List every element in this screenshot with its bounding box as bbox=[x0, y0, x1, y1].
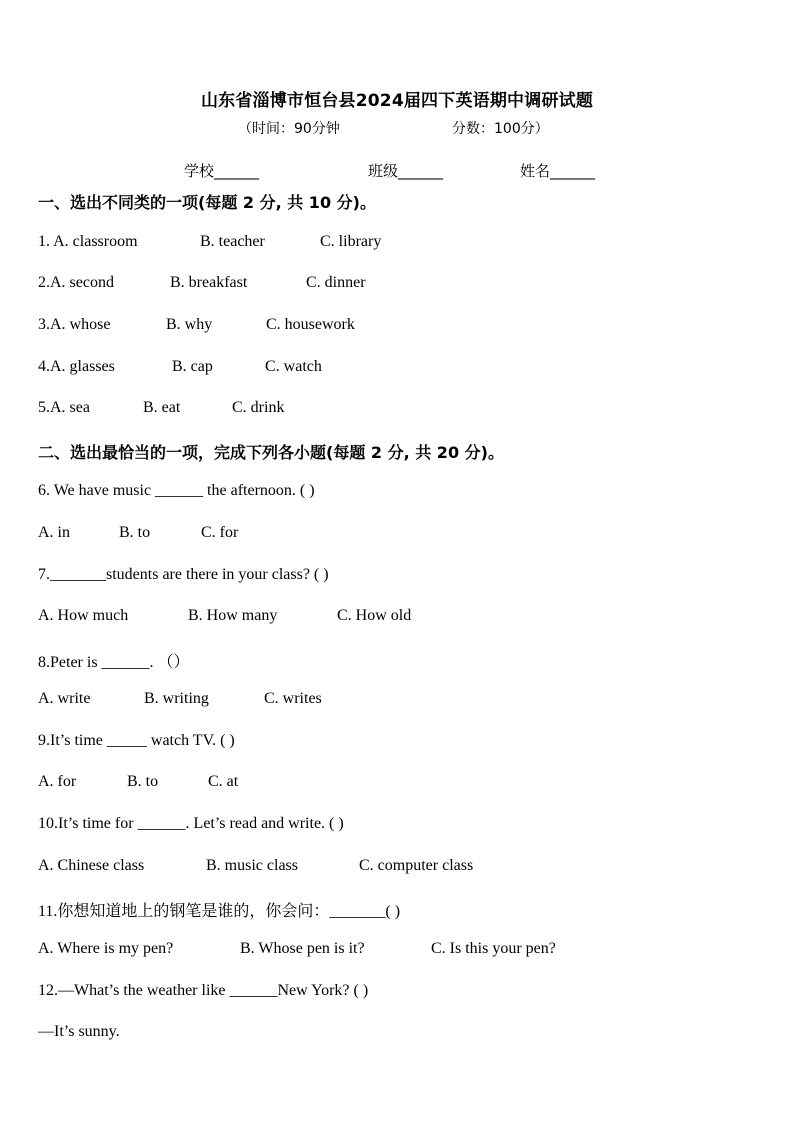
q10-stem: 10.It’s time for ______. Let’s read and write. ( ) bbox=[38, 815, 344, 832]
q12-stem: 12.—What’s the weather like ______New York? ( ) bbox=[38, 982, 369, 999]
q9-option-b: B. to bbox=[127, 773, 159, 790]
q9-stem: 9.It’s time _____ watch TV. ( ) bbox=[38, 732, 235, 749]
q6-option-b: B. to bbox=[119, 524, 151, 541]
q6-option-a: A. in bbox=[38, 524, 70, 541]
q9-option-c: C. at bbox=[208, 773, 239, 790]
q2-option-a: 2.A. second bbox=[38, 274, 114, 291]
section-heading-1: 一、选出不同类的一项(每题 2 分, 共 10 分)。 bbox=[38, 193, 376, 212]
exam-score: 分数：100分） bbox=[452, 121, 549, 137]
q1-option-c: C. library bbox=[320, 233, 382, 250]
question-1 bbox=[38, 233, 138, 251]
q1-option-a: 1. A. classroom bbox=[38, 233, 138, 250]
q8-option-a: A. write bbox=[38, 690, 91, 707]
class-field bbox=[368, 160, 443, 181]
q7-option-b: B. How many bbox=[188, 607, 278, 624]
q7-stem: 7._______students are there in your class? ( ) bbox=[38, 566, 329, 583]
class-blank: ______ bbox=[398, 162, 444, 180]
school-label: 学校 bbox=[184, 162, 215, 180]
q1-option-b: B. teacher bbox=[200, 233, 265, 250]
q4-option-c: C. watch bbox=[265, 358, 322, 375]
q12-answer: —It’s sunny. bbox=[38, 1023, 120, 1040]
school-blank: ______ bbox=[214, 162, 260, 180]
q9-option-a: A. for bbox=[38, 773, 77, 790]
q11-option-c: C. Is this your pen? bbox=[431, 940, 556, 957]
q2-option-b: B. breakfast bbox=[170, 274, 248, 291]
q11-stem: 11.你想知道地上的钢笔是谁的，你会问：_______( ) bbox=[38, 903, 401, 920]
class-label: 班级 bbox=[368, 162, 399, 180]
q7-option-c: C. How old bbox=[337, 607, 412, 624]
q8-option-b: B. writing bbox=[144, 690, 209, 707]
q11-option-b: B. Whose pen is it? bbox=[240, 940, 365, 957]
q10-option-c: C. computer class bbox=[359, 857, 474, 874]
q3-option-c: C. housework bbox=[266, 316, 355, 333]
page-title: 山东省淄博市恒台县2024届四下英语期中调研试题 bbox=[200, 91, 594, 111]
q11-option-a: A. Where is my pen? bbox=[38, 940, 174, 957]
q4-option-b: B. cap bbox=[172, 358, 213, 375]
q3-option-b: B. why bbox=[166, 316, 213, 333]
q7-option-a: A. How much bbox=[38, 607, 129, 624]
name-blank: ______ bbox=[550, 162, 596, 180]
school-field bbox=[184, 160, 259, 181]
q5-option-a: 5.A. sea bbox=[38, 399, 90, 416]
q3-option-a: 3.A. whose bbox=[38, 316, 111, 333]
section-heading-2: 二、选出最恰当的一项，完成下列各小题(每题 2 分, 共 20 分)。 bbox=[38, 443, 504, 462]
q2-option-c: C. dinner bbox=[306, 274, 366, 291]
q10-option-a: A. Chinese class bbox=[38, 857, 145, 874]
q8-option-c: C. writes bbox=[264, 690, 322, 707]
q5-option-c: C. drink bbox=[232, 399, 285, 416]
q8-stem: 8.Peter is ______. （） bbox=[38, 654, 190, 671]
q4-option-a: 4.A. glasses bbox=[38, 358, 115, 375]
name-label: 姓名 bbox=[520, 162, 551, 180]
name-field bbox=[520, 160, 595, 181]
q6-option-c: C. for bbox=[201, 524, 239, 541]
exam-time: （时间：90分钟 bbox=[238, 121, 340, 137]
q5-option-b: B. eat bbox=[143, 399, 181, 416]
q6-stem: 6. We have music ______ the afternoon. ( ) bbox=[38, 482, 315, 499]
q10-option-b: B. music class bbox=[206, 857, 298, 874]
